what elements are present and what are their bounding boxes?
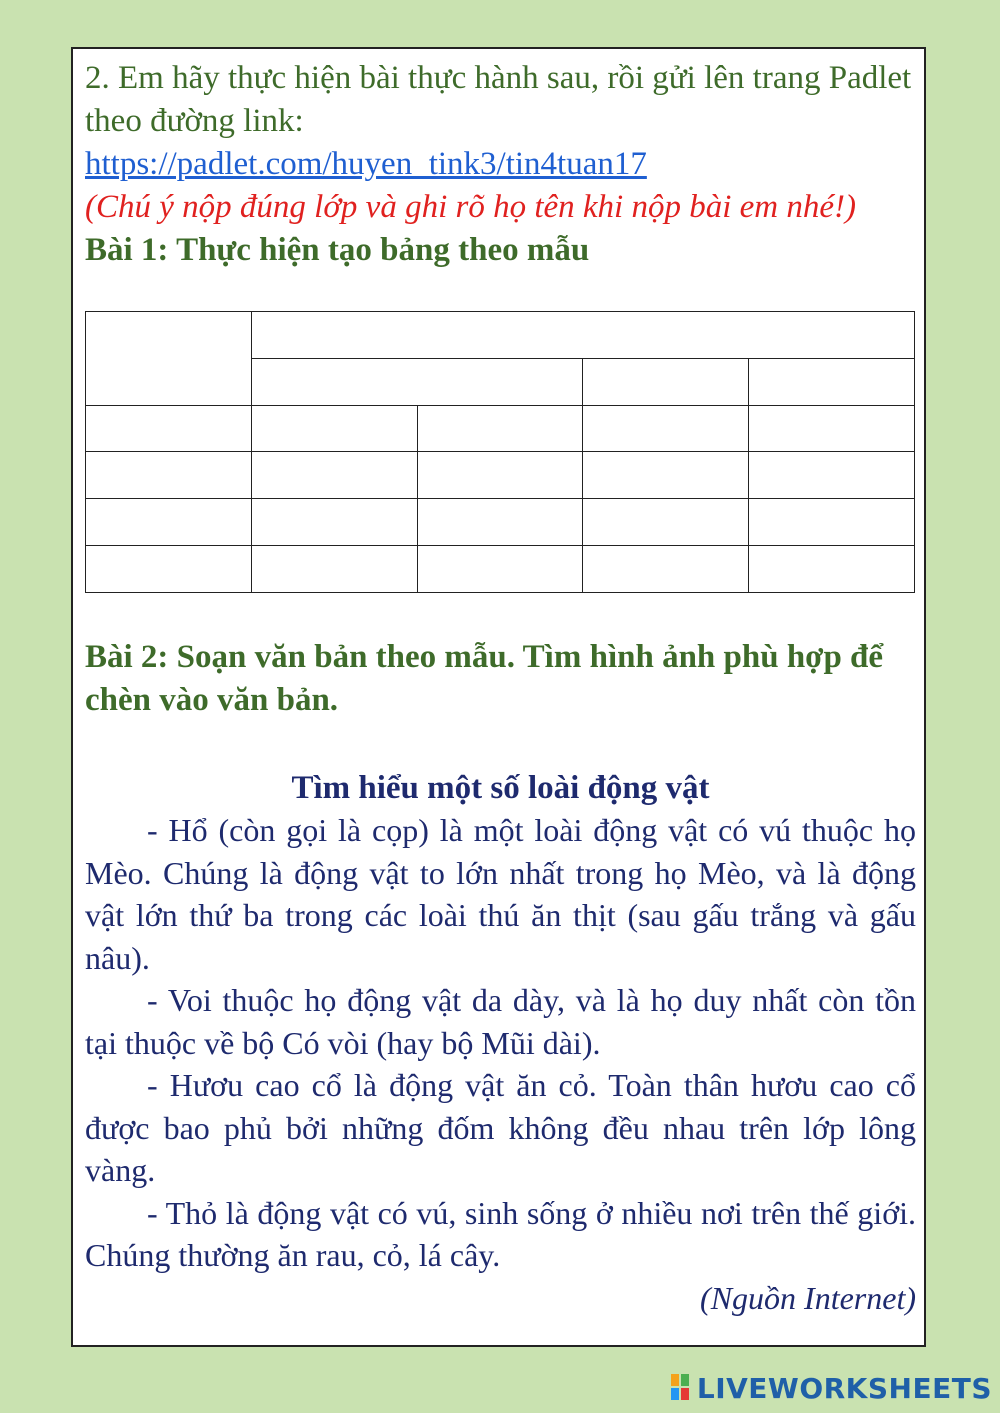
table-cell (251, 358, 583, 405)
liveworksheets-brand[interactable] (671, 1371, 992, 1405)
article (85, 767, 916, 1319)
table-cell (86, 312, 252, 406)
liveworksheets-logo-icon (671, 1374, 693, 1402)
task1-title: Bài 1: Thực hiện tạo bảng theo mẫu (85, 232, 590, 268)
padlet-link[interactable]: https://padlet.com/huyen_tink3/tin4tuan17 (85, 146, 647, 182)
exercise-instructions (85, 57, 916, 272)
article-paragraph-giraffe: - Hươu cao cổ là động vật ăn cỏ. Toàn thân hươu cao cổ được bao phủ bởi những đốm không đều nhau trên lớp lông vàng. (85, 1067, 916, 1188)
table-cell (583, 358, 749, 405)
table-cell (749, 358, 915, 405)
worksheet-page (71, 47, 926, 1347)
table-row (86, 405, 915, 452)
brand-name: LIVEWORKSHEETS (696, 1371, 992, 1405)
table-row (86, 546, 915, 593)
table-cell (251, 312, 914, 359)
table-row (86, 452, 915, 499)
article-source: (Nguồn Internet) (700, 1279, 916, 1316)
exercise-intro: 2. Em hãy thực hiện bài thực hành sau, rồi gửi lên trang Padlet theo đường link: (85, 60, 912, 139)
article-paragraph-elephant: - Voi thuộc họ động vật da dày, và là họ duy nhất còn tồn tại thuộc về bộ Có vòi (hay bộ Mũi dài). (85, 982, 916, 1061)
table-row (86, 499, 915, 546)
article-paragraph-tiger: - Hổ (còn gọi là cọp) là một loài động vật có vú thuộc họ Mèo. Chúng là động vật to lớn nhất trong họ Mèo, và là động vật lớn thứ ba trong các loài thú ăn thịt (sau gấu trắng và gấu nâu). (85, 812, 916, 976)
article-paragraph-rabbit: - Thỏ là động vật có vú, sinh sống ở nhiều nơi trên thế giới. Chúng thường ăn rau, cỏ, lá cây. (85, 1194, 916, 1273)
sample-table (85, 311, 915, 593)
submission-note: (Chú ý nộp đúng lớp và ghi rõ họ tên khi nộp bài em nhé!) (85, 189, 856, 225)
article-title: Tìm hiểu một số loài động vật (291, 770, 710, 806)
task2-title: Bài 2: Soạn văn bản theo mẫu. Tìm hình ảnh phù hợp để chèn vào văn bản. (85, 639, 884, 718)
